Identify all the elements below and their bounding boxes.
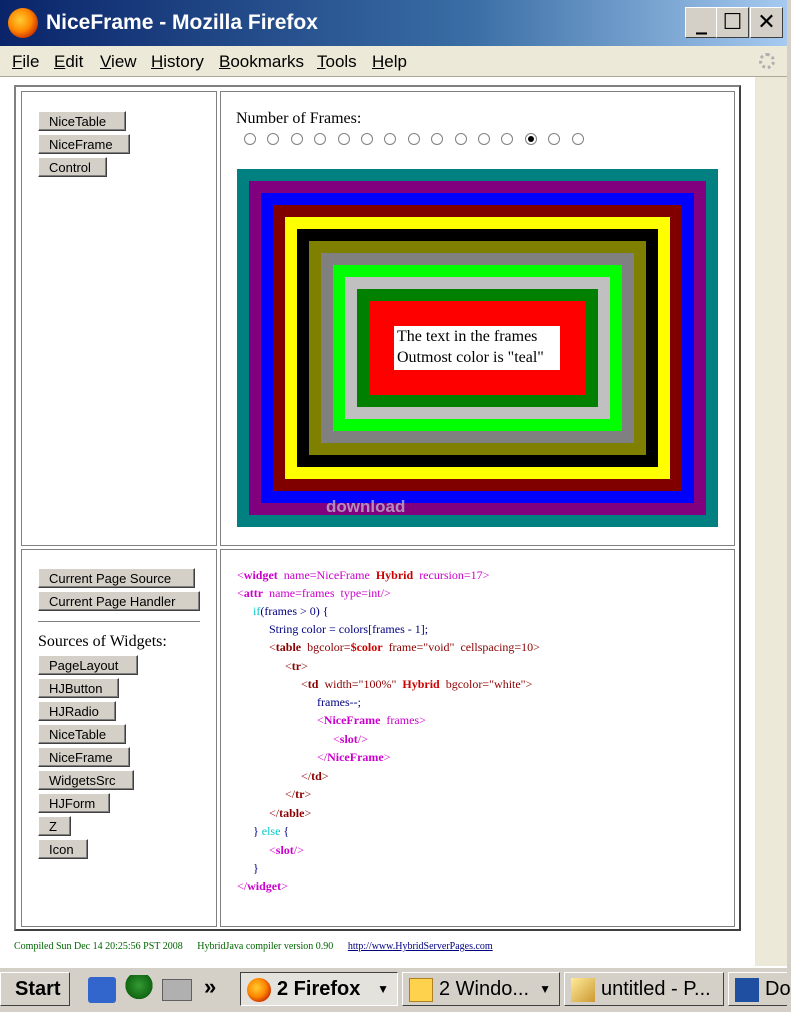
code-line: </tr> bbox=[285, 787, 312, 801]
sources-heading: Sources of Widgets: bbox=[38, 633, 167, 650]
menu-file[interactable]: File bbox=[12, 52, 40, 71]
frames-radio-1[interactable] bbox=[244, 133, 256, 145]
menu-bar bbox=[0, 46, 787, 77]
frame-text-line1: The text in the frames bbox=[397, 328, 538, 345]
frames-radio-6[interactable] bbox=[361, 133, 373, 145]
z-button[interactable]: Z bbox=[38, 816, 71, 836]
network-icon[interactable] bbox=[162, 979, 192, 1001]
taskbar bbox=[0, 966, 791, 1012]
page-footer bbox=[14, 941, 493, 952]
scrollbar[interactable] bbox=[755, 77, 787, 966]
frames-radio-15[interactable] bbox=[572, 133, 584, 145]
nicetable-source-button[interactable]: NiceTable bbox=[38, 724, 126, 744]
code-line: <NiceFrame frames> bbox=[317, 713, 426, 727]
throbber-icon bbox=[759, 53, 775, 69]
code-line: <tr> bbox=[285, 659, 308, 673]
compiled-date: Compiled Sun Dec 14 20:25:56 PST 2008 bbox=[14, 941, 183, 952]
frames-radio-10[interactable] bbox=[455, 133, 467, 145]
code-line: <attr name=frames type=int/> bbox=[237, 586, 391, 600]
code-line: </NiceFrame> bbox=[317, 750, 391, 764]
hjradio-button[interactable]: HJRadio bbox=[38, 701, 116, 721]
taskbar-word[interactable] bbox=[728, 972, 791, 1006]
widgetssrc-button[interactable]: WidgetsSrc bbox=[38, 770, 134, 790]
nicetable-button[interactable]: NiceTable bbox=[38, 111, 126, 131]
control-button[interactable]: Control bbox=[38, 157, 107, 177]
code-line: </td> bbox=[301, 769, 329, 783]
code-line: </table> bbox=[269, 806, 312, 820]
start-button[interactable] bbox=[0, 972, 70, 1006]
frames-radio-13[interactable] bbox=[525, 133, 537, 145]
taskbar-windows[interactable] bbox=[402, 972, 560, 1006]
niceframe-source-button[interactable]: NiceFrame bbox=[38, 747, 130, 767]
tree-icon[interactable] bbox=[124, 975, 154, 1005]
frames-label: Number of Frames: bbox=[236, 110, 362, 127]
divider bbox=[38, 621, 200, 623]
folder-icon bbox=[409, 978, 433, 1002]
ie-icon[interactable] bbox=[88, 977, 116, 1003]
firefox-icon bbox=[8, 8, 38, 38]
paint-icon bbox=[571, 978, 595, 1002]
menu-tools[interactable]: Tools bbox=[317, 52, 357, 71]
title-bar bbox=[0, 0, 787, 46]
niceframe-button[interactable]: NiceFrame bbox=[38, 134, 130, 154]
menu-history[interactable]: History bbox=[151, 52, 204, 71]
frame-text bbox=[394, 326, 560, 370]
taskbar-word-label: Do bbox=[765, 978, 791, 1000]
dropdown-icon: ▼ bbox=[377, 982, 389, 996]
icon-button[interactable]: Icon bbox=[38, 839, 88, 859]
taskbar-paint[interactable] bbox=[564, 972, 724, 1006]
menu-help[interactable]: Help bbox=[372, 52, 407, 71]
word-icon bbox=[735, 978, 759, 1002]
frame-text-line2: Outmost color is "teal" bbox=[397, 349, 544, 366]
code-line: if(frames > 0) { bbox=[253, 604, 329, 618]
compiler-version: HybridJava compiler version 0.90 bbox=[197, 941, 334, 952]
taskbar-firefox-label: 2 Firefox bbox=[277, 978, 361, 1000]
menu-view[interactable]: View bbox=[100, 52, 137, 71]
code-line: <widget name=NiceFrame Hybrid recursion=17> bbox=[237, 568, 490, 582]
menu-bookmarks[interactable]: Bookmarks bbox=[219, 52, 305, 71]
code-line: <slot/> bbox=[333, 732, 368, 746]
code-line: frames--; bbox=[317, 695, 361, 709]
more-chevron[interactable]: » bbox=[204, 974, 217, 999]
frames-radio-11[interactable] bbox=[478, 133, 490, 145]
current-page-source-button[interactable]: Current Page Source bbox=[38, 568, 195, 588]
watermark-logo: download bbox=[326, 497, 406, 516]
taskbar-firefox[interactable] bbox=[240, 972, 398, 1006]
maximize-button[interactable]: ☐ bbox=[716, 7, 749, 38]
menu-edit[interactable]: Edit bbox=[54, 52, 84, 71]
frames-radio-5[interactable] bbox=[338, 133, 350, 145]
code-line: } bbox=[253, 861, 259, 875]
frames-radio-3[interactable] bbox=[291, 133, 303, 145]
frames-radio-8[interactable] bbox=[408, 133, 420, 145]
code-line: </widget> bbox=[237, 879, 288, 893]
dropdown-icon: ▼ bbox=[539, 982, 551, 996]
code-line: <table bgcolor=$color frame="void" cellspacing=10> bbox=[269, 640, 540, 654]
hybrid-link[interactable]: http://www.HybridServerPages.com bbox=[347, 941, 493, 952]
hjbutton-button[interactable]: HJButton bbox=[38, 678, 119, 698]
hjform-button[interactable]: HJForm bbox=[38, 793, 110, 813]
taskbar-windows-label: 2 Windo... bbox=[439, 978, 530, 1000]
close-button[interactable]: ✕ bbox=[750, 7, 783, 38]
current-page-handler-button[interactable]: Current Page Handler bbox=[38, 591, 200, 611]
code-line: <td width="100%" Hybrid bgcolor="white"> bbox=[301, 677, 533, 691]
firefox-icon bbox=[247, 978, 271, 1002]
code-line: String color = colors[frames - 1]; bbox=[269, 622, 429, 636]
pagelayout-button[interactable]: PageLayout bbox=[38, 655, 138, 675]
taskbar-paint-label: untitled - P... bbox=[601, 978, 711, 1000]
code-line: } else { bbox=[253, 824, 290, 838]
start-label: Start bbox=[15, 978, 61, 1000]
window-title: NiceFrame - Mozilla Firefox bbox=[46, 11, 318, 34]
minimize-button[interactable]: _ bbox=[685, 7, 718, 38]
code-line: <slot/> bbox=[269, 843, 304, 857]
